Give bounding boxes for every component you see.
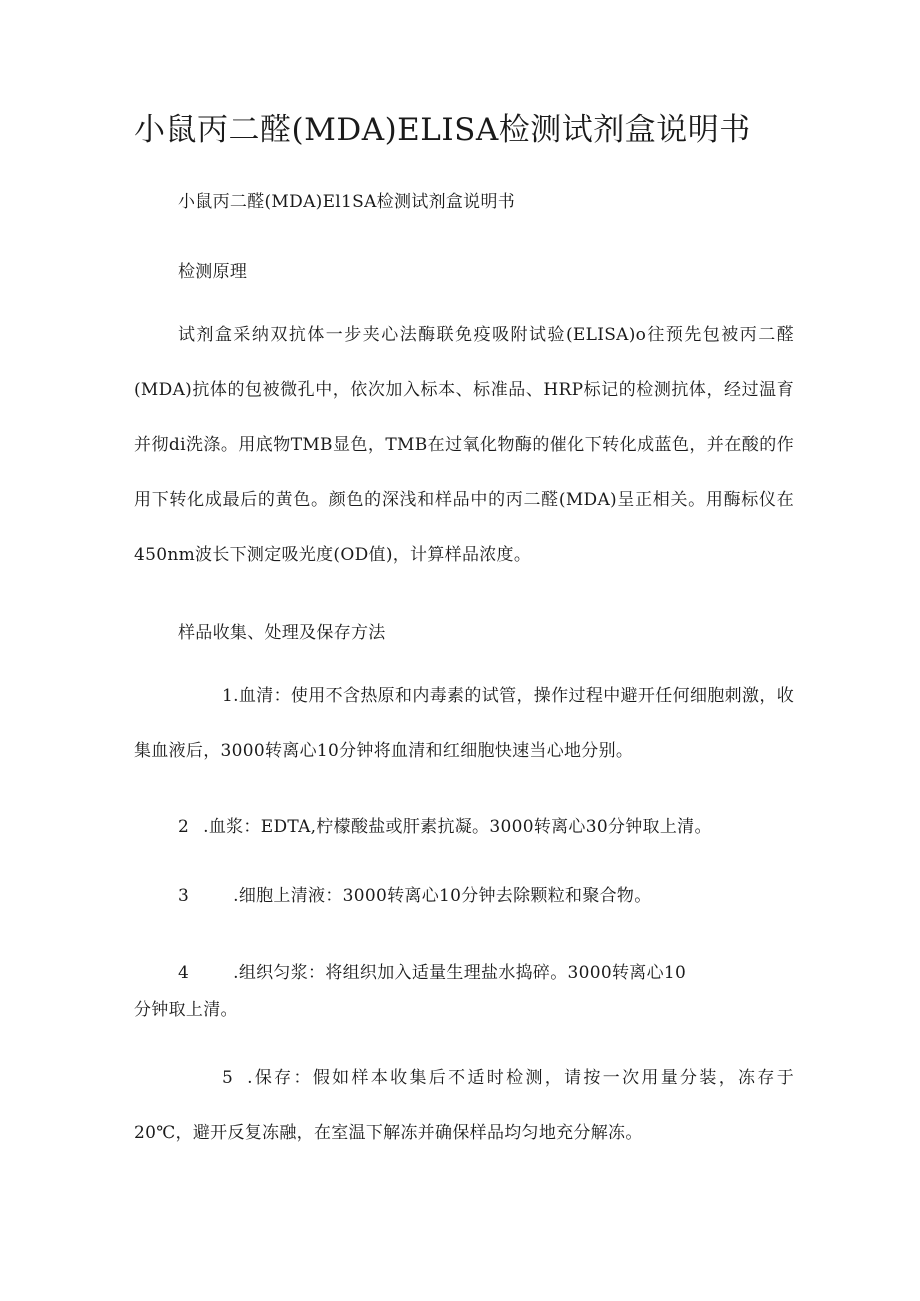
list-item (178, 812, 712, 837)
principle-heading: 检测原理 (178, 262, 248, 282)
item-number: 4 (178, 963, 190, 983)
document-title: 小鼠丙二醛(MDA)ELISA检测试剂盒说明书 (134, 112, 751, 148)
document-subtitle: 小鼠丙二醛(MDA)El1SA检测试剂盒说明书 (178, 192, 516, 212)
item-text: .组织匀浆：将组织加入适量生理盐水捣碎。3000转离心10 (233, 963, 687, 983)
item-text: 血清：使用不含热原和内毒素的试管，操作过程中避开任何细胞刺激，收集血液后，3000转离心10分钟将血清和红细胞快速当心地分别。 (134, 686, 794, 761)
item-number: 3 (178, 886, 190, 906)
list-item-continuation: 分钟取上清。 (134, 1000, 238, 1020)
item-text: .血浆：EDTA,柠檬酸盐或肝素抗凝。3000转离心30分钟取上清。 (203, 817, 712, 837)
item-text: .保存：假如样本收集后不适时检测，请按一次用量分装，冻存于20℃，避开反复冻融，在室温下解冻并确保样品均匀地充分解冻。 (134, 1068, 794, 1143)
list-item (178, 958, 686, 983)
sample-heading: 样品收集、处理及保存方法 (178, 623, 386, 643)
principle-paragraph: 试剂盒采纳双抗体一步夹心法酶联免疫吸附试验(ELISA)o往预先包被丙二醛(MDA)抗体的包被微孔中，依次加入标本、标准品、HRP标记的检测抗体，经过温育并彻di洗涤。用底物TMB显色，TMB在过氧化物酶的催化下转化成蓝色，并在酸的作用下转化成最后的黄色。颜色的深浅和样品中的丙二醛(MDA)呈正相关。用酶标仪在450nm波长下测定吸光度(OD值)，计算样品浓度。 (134, 325, 794, 565)
list-item (134, 1051, 794, 1161)
list-item (178, 881, 652, 906)
item-text: .细胞上清液：3000转离心10分钟去除颗粒和聚合物。 (233, 886, 652, 906)
list-item (134, 669, 794, 779)
item-number: 5 (222, 1068, 234, 1088)
item-number: 2 (178, 817, 190, 837)
item-number: 1. (222, 686, 239, 706)
